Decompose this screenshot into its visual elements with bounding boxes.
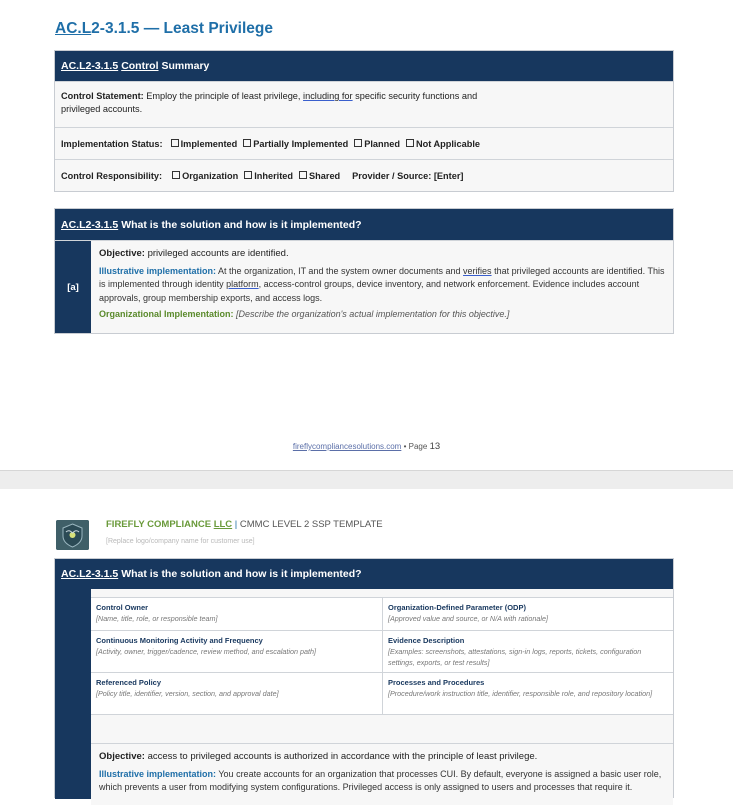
control-responsibility-row: Control Responsibility: Organization Inherited Shared Provider / Source: [Enter] <box>55 159 673 191</box>
evidence-cell[interactable]: Evidence Description [Examples: screenshots, attestations, sign-in logs, reports, tickets, configuration settings, exports, or test results] <box>383 630 673 672</box>
control-summary-table <box>54 50 674 192</box>
brand-heading: FIREFLY COMPLIANCE LLC | CMMC LEVEL 2 SSP TEMPLATE <box>106 519 383 530</box>
page-number: 13 <box>429 441 441 452</box>
statement-link[interactable]: including for <box>303 91 353 101</box>
footer-website-link[interactable]: fireflycompliancesolutions.com <box>292 442 402 451</box>
resp-shared-checkbox[interactable]: Shared <box>299 171 340 181</box>
control-title: AC.L2-3.1.5 — Least Privilege <box>55 20 273 37</box>
monitoring-cell[interactable]: Continuous Monitoring Activity and Frequency [Activity, owner, trigger/cadence, review method, and escalation path] <box>91 630 383 672</box>
document-page-14 <box>0 489 733 792</box>
solution-header-continued: AC.L2-3.1.5 What is the solution and how is it implemented? <box>55 559 673 589</box>
processes-cell[interactable]: Processes and Procedures [Procedure/work instruction title, identifier, responsible role, and repository location] <box>383 672 673 715</box>
status-not-applicable-checkbox[interactable]: Not Applicable <box>406 139 480 149</box>
summary-header: AC.L2-3.1.5 Control Summary <box>55 51 673 81</box>
odp-cell[interactable]: Organization-Defined Parameter (ODP) [Approved value and source, or N/A with rationale] <box>383 597 673 630</box>
resp-organization-checkbox[interactable]: Organization <box>172 171 238 181</box>
objective-marker: [a] <box>55 241 91 333</box>
provider-source-field[interactable]: Provider / Source: [Enter] <box>352 170 464 181</box>
objective-a-body: Objective: privileged accounts are identified. Illustrative implementation: At the organization, IT and the system owner documents and verifies that privileged accounts are identified. This is implemented through identity platform, access-control groups, device inventory, and network enforcement. Evidence includes account approvals, group membership exports, and access logs. Organizational Implementation: [Describe the organization's actual implementation for this objective.] <box>91 241 673 333</box>
attributes-grid <box>91 597 673 630</box>
status-implemented-checkbox[interactable]: Implemented <box>171 139 238 149</box>
solution-header: AC.L2-3.1.5 What is the solution and how is it implemented? <box>55 209 673 240</box>
company-logo <box>56 520 89 550</box>
status-planned-checkbox[interactable]: Planned <box>354 139 400 149</box>
page-footer: fireflycompliancesolutions.com • Page 13 <box>292 441 441 452</box>
referenced-policy-cell[interactable]: Referenced Policy [Policy title, identifier, version, section, and approval date] <box>91 672 383 715</box>
left-navy-band <box>55 589 91 799</box>
resp-inherited-checkbox[interactable]: Inherited <box>244 171 293 181</box>
brand-placeholder-note: [Replace logo/company name for customer use] <box>106 538 255 545</box>
objective-b-body: Objective: access to privileged accounts is authorized in accordance with the principle of least privilege. Illustrative implementation: You create accounts for an organization that processes CUI. By default, everyone is assigned a basic user role, which prevents a user from modifying system configurations. Privileged access is only assigned to users and processes that require it. <box>91 744 673 805</box>
implementation-status-row: Implementation Status: Implemented Partially Implemented Planned Not Applicable <box>55 127 673 159</box>
control-statement-row: Control Statement: Employ the principle of least privilege, including for specific security functions and privileged accounts. <box>55 81 673 127</box>
page-break <box>0 470 733 490</box>
org-implementation-field[interactable]: [Describe the organization's actual implementation for this objective.] <box>236 309 510 319</box>
objective-a-row <box>55 240 673 333</box>
solution-table-continued <box>54 558 674 798</box>
status-partially-implemented-checkbox[interactable]: Partially Implemented <box>243 139 348 149</box>
solution-table <box>54 208 674 334</box>
control-owner-cell[interactable]: Control Owner [Name, title, role, or responsible team] <box>91 597 383 630</box>
